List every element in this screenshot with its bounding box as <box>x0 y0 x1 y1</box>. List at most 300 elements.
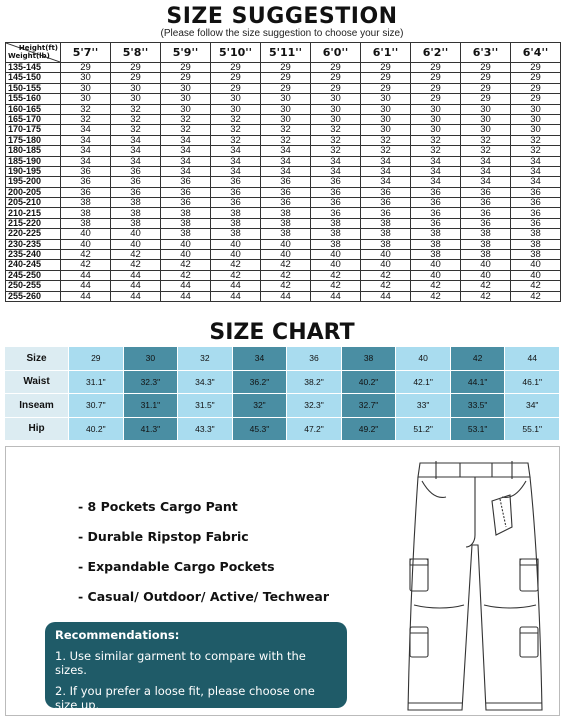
weight-range-cell: 185-190 <box>6 156 61 166</box>
size-cell: 40 <box>511 270 561 280</box>
height-column-header: 6'4'' <box>511 43 561 63</box>
chart-value-cell: 38.2" <box>287 371 342 395</box>
weight-range-cell: 245-250 <box>6 270 61 280</box>
chart-value-cell: 30.7" <box>69 394 124 418</box>
size-cell: 42 <box>361 281 411 291</box>
table-row <box>6 177 561 187</box>
height-column-header: 5'9'' <box>161 43 211 63</box>
size-cell: 29 <box>361 83 411 93</box>
size-cell: 36 <box>111 187 161 197</box>
size-cell: 32 <box>161 114 211 124</box>
height-column-header: 6'3'' <box>461 43 511 63</box>
size-cell: 29 <box>461 73 511 83</box>
chart-value-cell: 36.2" <box>233 371 288 395</box>
size-cell: 44 <box>111 281 161 291</box>
size-cell: 38 <box>111 218 161 228</box>
height-column-header: 5'7'' <box>61 43 111 63</box>
size-cell: 44 <box>261 291 311 301</box>
size-cell: 36 <box>361 187 411 197</box>
size-cell: 38 <box>511 250 561 260</box>
size-cell: 36 <box>511 218 561 228</box>
size-cell: 29 <box>411 94 461 104</box>
chart-value-cell: 32.7" <box>342 394 397 418</box>
weight-range-cell: 230-235 <box>6 239 61 249</box>
size-cell: 32 <box>161 125 211 135</box>
size-cell: 38 <box>161 208 211 218</box>
size-cell: 29 <box>461 63 511 73</box>
weight-range-cell: 240-245 <box>6 260 61 270</box>
weight-range-cell: 255-260 <box>6 291 61 301</box>
size-cell: 36 <box>161 187 211 197</box>
table-row <box>6 291 561 301</box>
size-cell: 29 <box>411 73 461 83</box>
size-cell: 42 <box>211 270 261 280</box>
size-cell: 42 <box>411 291 461 301</box>
size-cell: 32 <box>511 146 561 156</box>
size-cell: 36 <box>61 187 111 197</box>
weight-range-cell: 145-150 <box>6 73 61 83</box>
size-cell: 30 <box>311 114 361 124</box>
size-cell: 40 <box>311 250 361 260</box>
weight-axis-label: Weight(lb) <box>8 51 50 60</box>
size-cell: 34 <box>311 156 361 166</box>
size-cell: 40 <box>461 270 511 280</box>
size-cell: 30 <box>361 94 411 104</box>
size-cell: 42 <box>111 260 161 270</box>
size-cell: 36 <box>161 198 211 208</box>
size-cell: 38 <box>461 250 511 260</box>
size-cell: 32 <box>511 135 561 145</box>
table-row <box>6 239 561 249</box>
size-cell: 30 <box>211 94 261 104</box>
size-cell: 29 <box>111 63 161 73</box>
table-row <box>6 281 561 291</box>
height-axis-label: Height(ft) <box>18 44 58 52</box>
size-cell: 36 <box>461 218 511 228</box>
chart-value-cell: 44.1" <box>451 371 506 395</box>
size-cell: 36 <box>161 177 211 187</box>
chart-value-cell: 34 <box>233 347 288 371</box>
size-cell: 29 <box>311 63 361 73</box>
size-cell: 36 <box>411 187 461 197</box>
size-cell: 34 <box>361 166 411 176</box>
chart-row <box>5 394 560 418</box>
size-cell: 38 <box>511 239 561 249</box>
size-cell: 32 <box>361 135 411 145</box>
table-row <box>6 218 561 228</box>
size-cell: 36 <box>361 208 411 218</box>
weight-range-cell: 205-210 <box>6 198 61 208</box>
chart-value-cell: 45.3" <box>233 418 288 442</box>
size-cell: 34 <box>361 156 411 166</box>
size-cell: 34 <box>211 156 261 166</box>
size-cell: 38 <box>261 229 311 239</box>
size-cell: 30 <box>111 94 161 104</box>
size-cell: 34 <box>61 135 111 145</box>
size-cell: 36 <box>211 187 261 197</box>
size-cell: 38 <box>111 198 161 208</box>
size-cell: 34 <box>511 156 561 166</box>
chart-value-cell: 38 <box>342 347 397 371</box>
size-chart-title: SIZE CHART <box>209 320 355 345</box>
size-cell: 32 <box>361 146 411 156</box>
weight-range-cell: 190-195 <box>6 166 61 176</box>
chart-value-cell: 41.3" <box>124 418 179 442</box>
size-suggestion-table <box>5 42 561 302</box>
size-cell: 32 <box>311 146 361 156</box>
size-cell: 34 <box>461 166 511 176</box>
size-cell: 34 <box>461 156 511 166</box>
size-cell: 44 <box>361 291 411 301</box>
size-cell: 30 <box>511 104 561 114</box>
height-column-header: 5'11'' <box>261 43 311 63</box>
size-cell: 34 <box>511 166 561 176</box>
table-row <box>6 125 561 135</box>
table-row <box>6 94 561 104</box>
size-cell: 40 <box>411 270 461 280</box>
size-cell: 29 <box>511 63 561 73</box>
size-cell: 36 <box>511 208 561 218</box>
table-row <box>6 250 561 260</box>
chart-value-cell: 42.1" <box>396 371 451 395</box>
size-cell: 40 <box>261 250 311 260</box>
size-cell: 38 <box>261 208 311 218</box>
chart-row <box>5 347 560 371</box>
size-cell: 42 <box>261 260 311 270</box>
size-cell: 29 <box>511 83 561 93</box>
height-column-header: 5'10'' <box>211 43 261 63</box>
size-cell: 29 <box>211 73 261 83</box>
size-cell: 40 <box>361 250 411 260</box>
size-cell: 44 <box>61 291 111 301</box>
size-suggestion-title: SIZE SUGGESTION <box>166 4 398 29</box>
size-cell: 30 <box>111 83 161 93</box>
weight-range-cell: 250-255 <box>6 281 61 291</box>
chart-value-cell: 32" <box>233 394 288 418</box>
size-cell: 34 <box>161 166 211 176</box>
size-cell: 36 <box>61 166 111 176</box>
size-cell: 34 <box>511 177 561 187</box>
size-cell: 30 <box>261 104 311 114</box>
size-cell: 32 <box>111 125 161 135</box>
size-cell: 34 <box>261 166 311 176</box>
weight-range-cell: 200-205 <box>6 187 61 197</box>
size-cell: 38 <box>211 218 261 228</box>
weight-range-cell: 180-185 <box>6 146 61 156</box>
size-cell: 42 <box>461 291 511 301</box>
size-cell: 40 <box>411 260 461 270</box>
size-cell: 30 <box>311 104 361 114</box>
chart-value-cell: 31.1" <box>124 394 179 418</box>
size-cell: 36 <box>261 177 311 187</box>
size-cell: 44 <box>61 281 111 291</box>
size-cell: 29 <box>111 73 161 83</box>
chart-value-cell: 44 <box>505 347 560 371</box>
size-cell: 38 <box>211 208 261 218</box>
size-cell: 30 <box>161 104 211 114</box>
size-cell: 38 <box>461 229 511 239</box>
weight-range-cell: 210-215 <box>6 208 61 218</box>
size-cell: 38 <box>311 218 361 228</box>
size-cell: 30 <box>461 114 511 124</box>
size-cell: 29 <box>311 83 361 93</box>
table-corner-header <box>6 43 61 63</box>
size-cell: 38 <box>411 229 461 239</box>
table-row <box>6 229 561 239</box>
size-cell: 36 <box>461 187 511 197</box>
size-cell: 38 <box>461 239 511 249</box>
table-row <box>6 187 561 197</box>
table-row <box>6 156 561 166</box>
size-cell: 36 <box>511 187 561 197</box>
size-cell: 42 <box>161 260 211 270</box>
weight-range-cell: 175-180 <box>6 135 61 145</box>
size-cell: 42 <box>111 250 161 260</box>
table-row <box>6 270 561 280</box>
chart-value-cell: 33" <box>396 394 451 418</box>
chart-value-cell: 40.2" <box>342 371 397 395</box>
size-cell: 42 <box>211 260 261 270</box>
size-cell: 32 <box>461 146 511 156</box>
size-cell: 36 <box>261 187 311 197</box>
size-cell: 38 <box>61 198 111 208</box>
size-cell: 34 <box>211 166 261 176</box>
size-cell: 29 <box>61 63 111 73</box>
size-cell: 30 <box>61 83 111 93</box>
size-cell: 30 <box>511 114 561 124</box>
size-cell: 36 <box>111 177 161 187</box>
chart-row-label: Hip <box>5 418 69 442</box>
size-cell: 36 <box>411 218 461 228</box>
size-cell: 36 <box>411 208 461 218</box>
size-cell: 38 <box>361 218 411 228</box>
size-cell: 34 <box>361 177 411 187</box>
size-cell: 36 <box>511 198 561 208</box>
chart-value-cell: 51.2" <box>396 418 451 442</box>
chart-value-cell: 55.1" <box>505 418 560 442</box>
size-cell: 36 <box>461 198 511 208</box>
size-cell: 38 <box>161 229 211 239</box>
table-row <box>6 135 561 145</box>
chart-value-cell: 29 <box>69 347 124 371</box>
size-cell: 34 <box>261 156 311 166</box>
size-suggestion-subtitle: (Please follow the size suggestion to choose your size) <box>160 28 404 39</box>
size-cell: 44 <box>211 291 261 301</box>
weight-range-cell: 150-155 <box>6 83 61 93</box>
size-cell: 44 <box>161 281 211 291</box>
size-cell: 29 <box>261 73 311 83</box>
table-row <box>6 208 561 218</box>
size-cell: 44 <box>211 281 261 291</box>
size-cell: 30 <box>411 104 461 114</box>
size-cell: 40 <box>111 229 161 239</box>
size-cell: 38 <box>161 218 211 228</box>
size-cell: 29 <box>461 83 511 93</box>
feature-item: - Casual/ Outdoor/ Active/ Techwear <box>78 589 329 604</box>
size-cell: 36 <box>461 208 511 218</box>
size-cell: 29 <box>261 83 311 93</box>
recommendations-title: Recommendations: <box>55 628 180 642</box>
chart-row-label: Inseam <box>5 394 69 418</box>
size-cell: 36 <box>211 177 261 187</box>
size-cell: 38 <box>411 250 461 260</box>
size-cell: 34 <box>411 177 461 187</box>
size-cell: 32 <box>61 114 111 124</box>
size-cell: 34 <box>161 135 211 145</box>
table-row <box>6 198 561 208</box>
size-cell: 40 <box>211 239 261 249</box>
chart-value-cell: 36 <box>287 347 342 371</box>
size-cell: 34 <box>111 146 161 156</box>
size-cell: 30 <box>511 125 561 135</box>
size-cell: 29 <box>161 63 211 73</box>
feature-item: - Expandable Cargo Pockets <box>78 559 275 574</box>
size-cell: 30 <box>461 125 511 135</box>
chart-value-cell: 30 <box>124 347 179 371</box>
size-cell: 29 <box>311 73 361 83</box>
chart-value-cell: 47.2" <box>287 418 342 442</box>
size-cell: 34 <box>261 146 311 156</box>
size-cell: 32 <box>311 135 361 145</box>
size-cell: 29 <box>161 73 211 83</box>
size-cell: 34 <box>61 125 111 135</box>
size-cell: 29 <box>511 94 561 104</box>
size-cell: 36 <box>311 208 361 218</box>
size-cell: 44 <box>111 291 161 301</box>
size-cell: 42 <box>311 281 361 291</box>
size-cell: 42 <box>261 281 311 291</box>
height-column-header: 5'8'' <box>111 43 161 63</box>
size-cell: 44 <box>311 291 361 301</box>
size-cell: 34 <box>111 156 161 166</box>
size-cell: 36 <box>311 177 361 187</box>
table-row <box>6 260 561 270</box>
size-cell: 30 <box>161 83 211 93</box>
weight-range-cell: 220-225 <box>6 229 61 239</box>
size-cell: 40 <box>361 260 411 270</box>
size-cell: 34 <box>311 166 361 176</box>
size-cell: 34 <box>211 146 261 156</box>
table-row <box>6 63 561 73</box>
recommendation-item: 2. If you prefer a loose fit, please choose one size up. <box>55 684 315 712</box>
size-chart-table <box>5 347 560 441</box>
chart-value-cell: 34" <box>505 394 560 418</box>
size-cell: 38 <box>61 208 111 218</box>
chart-value-cell: 34.3" <box>178 371 233 395</box>
chart-row <box>5 371 560 395</box>
height-column-header: 6'2'' <box>411 43 461 63</box>
size-cell: 44 <box>61 270 111 280</box>
size-cell: 29 <box>261 63 311 73</box>
size-cell: 42 <box>61 260 111 270</box>
size-cell: 40 <box>511 260 561 270</box>
weight-range-cell: 160-165 <box>6 104 61 114</box>
size-cell: 30 <box>261 94 311 104</box>
chart-value-cell: 40.2" <box>69 418 124 442</box>
size-cell: 42 <box>261 270 311 280</box>
table-row <box>6 166 561 176</box>
weight-range-cell: 165-170 <box>6 114 61 124</box>
table-row <box>6 73 561 83</box>
size-cell: 38 <box>411 239 461 249</box>
size-cell: 36 <box>111 166 161 176</box>
size-cell: 30 <box>361 104 411 114</box>
chart-value-cell: 53.1" <box>451 418 506 442</box>
size-cell: 44 <box>111 270 161 280</box>
table-row <box>6 114 561 124</box>
height-column-header: 6'0'' <box>311 43 361 63</box>
chart-row-label: Size <box>5 347 69 371</box>
size-cell: 38 <box>311 239 361 249</box>
size-cell: 34 <box>411 156 461 166</box>
chart-value-cell: 31.1" <box>69 371 124 395</box>
chart-value-cell: 33.5" <box>451 394 506 418</box>
size-cell: 40 <box>111 239 161 249</box>
size-cell: 40 <box>261 239 311 249</box>
size-cell: 40 <box>211 250 261 260</box>
size-cell: 36 <box>211 198 261 208</box>
size-cell: 30 <box>361 125 411 135</box>
size-cell: 34 <box>61 146 111 156</box>
size-cell: 40 <box>61 239 111 249</box>
size-cell: 29 <box>411 63 461 73</box>
weight-range-cell: 215-220 <box>6 218 61 228</box>
size-cell: 30 <box>311 94 361 104</box>
weight-range-cell: 195-200 <box>6 177 61 187</box>
cargo-pants-icon <box>400 455 550 717</box>
weight-range-cell: 235-240 <box>6 250 61 260</box>
size-cell: 29 <box>461 94 511 104</box>
size-cell: 42 <box>511 291 561 301</box>
size-cell: 38 <box>361 239 411 249</box>
chart-value-cell: 31.5" <box>178 394 233 418</box>
size-cell: 30 <box>411 125 461 135</box>
size-cell: 32 <box>211 125 261 135</box>
chart-value-cell: 32 <box>178 347 233 371</box>
size-cell: 29 <box>211 63 261 73</box>
size-cell: 30 <box>461 104 511 114</box>
chart-row <box>5 418 560 442</box>
size-cell: 32 <box>411 135 461 145</box>
size-cell: 34 <box>461 177 511 187</box>
size-cell: 30 <box>211 104 261 114</box>
chart-value-cell: 32.3" <box>124 371 179 395</box>
size-cell: 36 <box>311 198 361 208</box>
feature-item: - Durable Ripstop Fabric <box>78 529 249 544</box>
size-cell: 34 <box>111 135 161 145</box>
size-cell: 30 <box>261 114 311 124</box>
size-cell: 38 <box>261 218 311 228</box>
size-cell: 44 <box>161 291 211 301</box>
weight-range-cell: 170-175 <box>6 125 61 135</box>
size-cell: 38 <box>511 229 561 239</box>
size-cell: 32 <box>61 104 111 114</box>
size-cell: 34 <box>411 166 461 176</box>
chart-value-cell: 42 <box>451 347 506 371</box>
size-cell: 29 <box>211 83 261 93</box>
size-cell: 34 <box>61 156 111 166</box>
size-cell: 40 <box>61 229 111 239</box>
weight-range-cell: 155-160 <box>6 94 61 104</box>
size-cell: 29 <box>511 73 561 83</box>
size-cell: 42 <box>61 250 111 260</box>
size-cell: 36 <box>261 198 311 208</box>
size-cell: 34 <box>161 146 211 156</box>
size-cell: 42 <box>361 270 411 280</box>
size-cell: 36 <box>61 177 111 187</box>
size-cell: 32 <box>211 135 261 145</box>
size-cell: 30 <box>361 114 411 124</box>
